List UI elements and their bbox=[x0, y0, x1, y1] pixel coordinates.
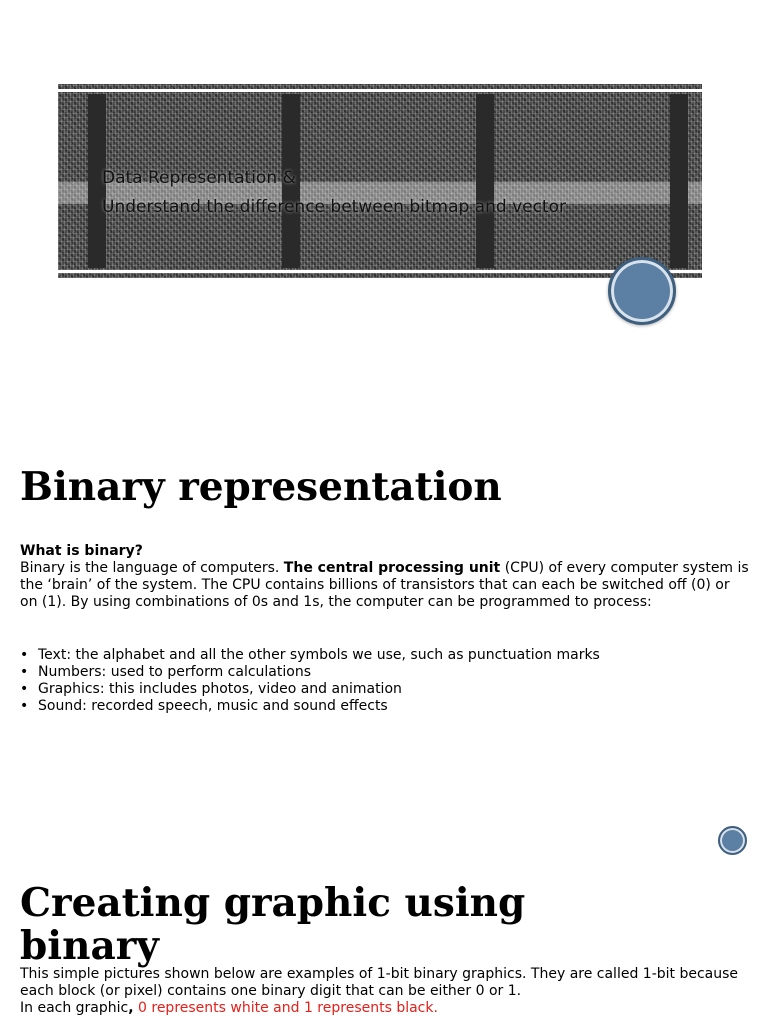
banner-pillar bbox=[670, 94, 688, 268]
decorative-circle-badge bbox=[608, 257, 676, 325]
slide-title-line-2: Understand the difference between bitmap and vector bbox=[102, 197, 566, 217]
banner-bottom-rule bbox=[58, 270, 702, 273]
bullet-list bbox=[20, 647, 600, 715]
list-item-text: Text: the alphabet and all the other symbols we use, such as punctuation marks bbox=[38, 647, 600, 663]
paragraph-bold-term: The central processing unit bbox=[283, 560, 501, 576]
list-item bbox=[20, 647, 600, 664]
paragraph-text: In each graphic bbox=[20, 1000, 129, 1016]
paragraph-line-2 bbox=[20, 1000, 750, 1017]
banner-top-rule bbox=[58, 89, 702, 92]
graphic-paragraph bbox=[20, 966, 750, 1017]
list-item bbox=[20, 664, 600, 681]
list-item-text: Graphics: this includes photos, video and animation bbox=[38, 681, 402, 697]
heading-creating-graphic: Creating graphic using binary bbox=[20, 880, 526, 969]
decorative-circle-badge-small bbox=[718, 826, 747, 855]
paragraph-text: (CPU) of every computer system is the ‘brain’ of the system. The CPU contains billions of transistors that can each be switched off (0) or on (1). By using combinations of 0s and 1s, the computer can be programmed to process: bbox=[20, 560, 749, 610]
slide-title-line-1: Data Representation & bbox=[102, 168, 296, 188]
slide-title bbox=[102, 164, 566, 222]
list-item bbox=[20, 681, 600, 698]
binary-paragraph bbox=[20, 543, 750, 611]
bullet-icon: • bbox=[20, 664, 29, 680]
paragraph-comma: , bbox=[128, 1000, 134, 1016]
title-banner bbox=[58, 84, 702, 278]
highlighted-text: 0 represents white and 1 represents black. bbox=[133, 1000, 438, 1016]
list-item-text: Sound: recorded speech, music and sound effects bbox=[38, 698, 388, 714]
paragraph-text: This simple pictures shown below are examples of 1-bit binary graphics. They are called 1-bit because each block (or pixel) contains one binary digit that can be either 0 or 1. bbox=[20, 966, 739, 999]
bullet-icon: • bbox=[20, 647, 29, 663]
bullet-icon: • bbox=[20, 681, 29, 697]
paragraph-text: Binary is the language of computers. bbox=[20, 560, 284, 576]
question-heading: What is binary? bbox=[20, 543, 143, 559]
list-item bbox=[20, 698, 600, 715]
heading-binary-representation: Binary representation bbox=[20, 464, 502, 510]
bullet-icon: • bbox=[20, 698, 29, 714]
list-item-text: Numbers: used to perform calculations bbox=[38, 664, 311, 680]
